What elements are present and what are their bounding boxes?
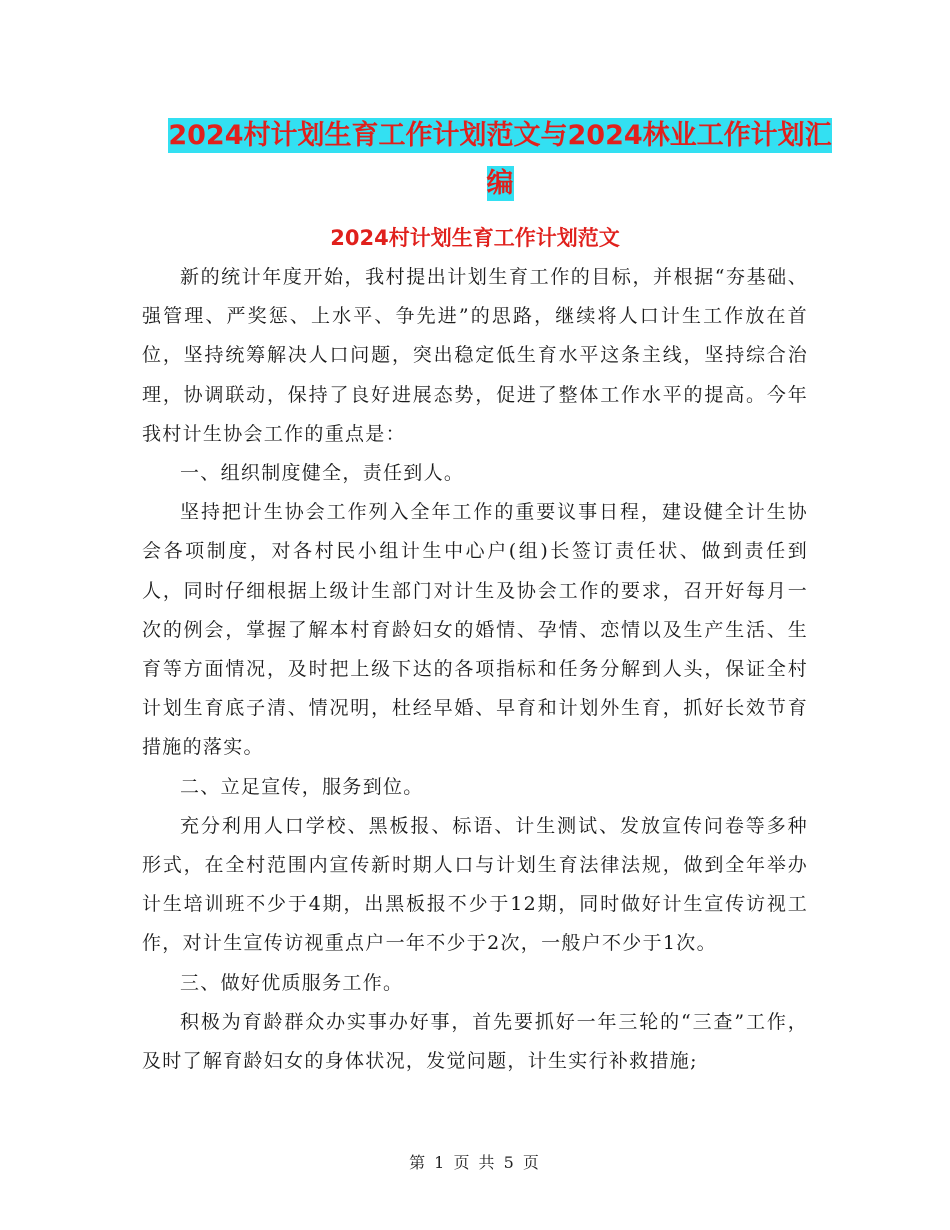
section-title: 2024村计划生育工作计划范文 [330,226,620,250]
paragraph: 三、做好优质服务工作。 [180,971,404,994]
paragraph: 新的统计年度开始，我村提出计划生育工作的目标，并根据“夯基础、强管理、严奖惩、上水平、争先进”的思路，继续将人口计生工作放在首位，坚持统筹解决人口问题，突出稳定低生育水平这条主线，坚持综合治理，协调联动，保持了良好进展态势，促进了整体工作水平的提高。今年我村计生协会工作的重点是： [142,266,808,445]
paragraph: 充分利用人口学校、黑板报、标语、计生测试、发放宣传问卷等多种形式，在全村范围内宣传新时期人口与计划生育法律法规，做到全年举办计生培训班不少于4期，出黑板报不少于12期，同时做好计生宣传访视工作，对计生宣传访视重点户一年不少于2次，一般户不少于1次。 [142,814,808,955]
page-footer: 第 1 页 共 5 页 [409,1153,541,1172]
paragraph: 一、组织制度健全，责任到人。 [180,462,465,485]
document-title-line1: 2024村计划生育工作计划范文与2024林业工作计划汇 [168,120,832,151]
paragraph: 坚持把计生协会工作列入全年工作的重要议事日程，建设健全计生协会各项制度，对各村民小组计生中心户(组)长签订责任状、做到责任到人，同时仔细根据上级计生部门对计生及协会工作的要求，召开好每月一次的例会，掌握了解本村育龄妇女的婚情、孕情、恋情以及生产生活、生育等方面情况，及时把上级下达的各项指标和任务分解到人头，保证全村计划生育底子清、情况明，杜经早婚、早育和计划外生育，抓好长效节育措施的落实。 [142,501,808,759]
paragraph: 积极为育龄群众办实事办好事，首先要抓好一年三轮的“三查”工作，及时了解育龄妇女的身体状况，发觉问题，计生实行补救措施; [142,1010,808,1073]
document-title-line2: 编 [486,168,514,199]
document-body [142,258,808,1081]
document-title [140,112,860,208]
paragraph: 二、立足宣传，服务到位。 [180,775,424,798]
